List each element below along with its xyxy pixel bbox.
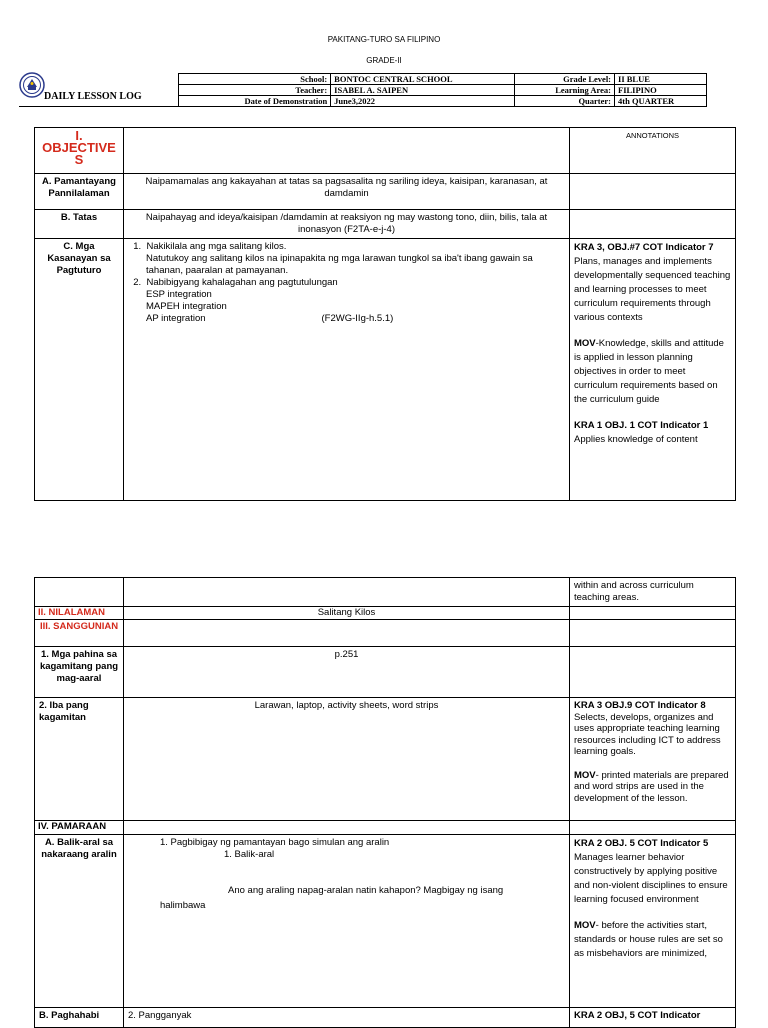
quarter-label: Quarter: bbox=[515, 96, 615, 107]
annotation-continued: within and across curriculum teaching areas. bbox=[570, 578, 736, 607]
tatas-content: Naipahayag and ideya/kaisipan /damdamin at reaksiyon ng may wastong tono, diin, bilis, tala at inonasyon (F2TA-e-j-4) bbox=[124, 210, 570, 239]
kra-indicator: KRA 1 OBJ. 1 COT Indicator 1 bbox=[574, 420, 709, 431]
balik-aral-label: A. Balik-aral sa nakaraang aralin bbox=[35, 835, 124, 1008]
mov-note: MOV- before the activities start, standards or house rules are set so as misbehaviors are minimized, bbox=[574, 920, 723, 959]
learning-area-label: Learning Area: bbox=[515, 85, 615, 96]
pamantayang-label: A. Pamantayang Pannilalaman bbox=[35, 174, 124, 210]
tatas-label: B. Tatas bbox=[35, 210, 124, 239]
mov-note: MOV-Knowledge, skills and attitude is applied in lesson planning objectives in order to meet curriculum requirements based on the curriculum guide bbox=[574, 338, 724, 405]
date-value: June3,2022 bbox=[331, 96, 515, 107]
kra-indicator: KRA 3 OBJ.9 COT Indicator 8 bbox=[574, 700, 706, 711]
mov-note: MOV- printed materials are prepared and word strips are used in the development of the lesson. bbox=[574, 769, 729, 804]
pamaraan-label: IV. PAMARAAN bbox=[35, 821, 124, 835]
kra-description: Applies knowledge of content bbox=[574, 434, 698, 445]
kasanayan-content bbox=[124, 239, 570, 501]
kra-description: Selects, develops, organizes and uses appropriate teaching learning resources including ICT to address learning goals. bbox=[574, 711, 721, 757]
paghahabi-label: B. Paghahabi bbox=[35, 1008, 124, 1028]
kra-indicator: KRA 2 OBJ. 5 COT Indicator 5 bbox=[574, 838, 709, 849]
grade-level-value: II BLUE bbox=[615, 74, 707, 85]
lesson-table-page1 bbox=[34, 127, 736, 501]
teacher-value: ISABEL A. SAIPEN bbox=[331, 85, 515, 96]
annotations-heading: ANNOTATIONS bbox=[570, 128, 736, 174]
grade-heading: GRADE-II bbox=[366, 56, 402, 65]
pamantayang-content: Naipamamalas ang kakayahan at tatas sa pagsasalita ng sariling ideya, kaisipan, karanasan, at damdamin bbox=[124, 174, 570, 210]
kasanayan-label: C. Mga Kasanayan sa Pagtuturo bbox=[35, 239, 124, 501]
date-label: Date of Demonstration bbox=[179, 96, 331, 107]
document-title: PAKITANG-TURO SA FILIPINO bbox=[327, 35, 441, 44]
iba-content: Larawan, laptop, activity sheets, word strips bbox=[124, 698, 570, 821]
school-label: School: bbox=[179, 74, 331, 85]
school-value: BONTOC CENTRAL SCHOOL bbox=[331, 74, 515, 85]
balik-aral-annotation bbox=[570, 835, 736, 1008]
competency-code: (F2WG-IIg-h.5.1) bbox=[321, 313, 394, 324]
list-item: 1. Nakikilala ang mga salitang kilos. bbox=[128, 241, 287, 252]
lesson-table-page2 bbox=[34, 577, 736, 1028]
list-item: 2. Nabibigyang kahalagahan ang pagtutulungan bbox=[128, 277, 338, 288]
kra-indicator: KRA 3, OBJ.#7 COT Indicator 7 bbox=[574, 242, 714, 253]
esp-integration: ESP integration bbox=[146, 289, 212, 300]
kra-indicator: KRA 2 OBJ, 5 COT Indicator bbox=[570, 1008, 736, 1028]
teacher-label: Teacher: bbox=[179, 85, 331, 96]
school-info-table bbox=[19, 73, 707, 107]
grade-level-label: Grade Level: bbox=[515, 74, 615, 85]
nilalaman-content: Salitang Kilos bbox=[124, 607, 570, 620]
kra-description: Manages learner behavior constructively by applying positive and non-violent disciplines to ensure learning focused environment bbox=[574, 852, 728, 905]
pahina-content: p.251 bbox=[124, 647, 570, 698]
nilalaman-label: II. NILALAMAN bbox=[35, 607, 124, 620]
paghahabi-content: 2. Pangganyak bbox=[124, 1008, 570, 1028]
pahina-label: 1. Mga pahina sa kagamitang pang mag-aaral bbox=[35, 647, 124, 698]
iba-label: 2. Iba pang kagamitan bbox=[35, 698, 124, 821]
ap-integration: AP integration (F2WG-IIg-h.5.1) bbox=[146, 313, 394, 324]
mapeh-integration: MAPEH integration bbox=[146, 301, 227, 312]
kasanayan-annotation bbox=[570, 239, 736, 501]
objectives-heading: I. OBJECTIVE S bbox=[35, 128, 124, 174]
daily-lesson-log-title: DAILY LESSON LOG bbox=[44, 91, 142, 102]
list-item-sub: Natutukoy ang salitang kilos na ipinapakita ng mga larawan tungkol sa iba't ibang gawain sa tahanan, paaralan at pamayanan. bbox=[146, 253, 533, 276]
kra-description: Plans, manages and implements developmentally sequenced teaching and learning processes to meet curriculum requirements through various contexts bbox=[574, 256, 731, 323]
quarter-value: 4th QUARTER bbox=[615, 96, 707, 107]
learning-area-value: FILIPINO bbox=[615, 85, 707, 96]
sanggunian-label: III. SANGGUNIAN bbox=[35, 620, 124, 647]
balik-aral-content: 1. Pagbibigay ng pamantayan bago simulan ang aralin 1. Balik-aral Ano ang araling napag-aralan natin kahapon? Magbigay ng isang halimbawa bbox=[124, 835, 570, 1008]
iba-annotation bbox=[570, 698, 736, 821]
